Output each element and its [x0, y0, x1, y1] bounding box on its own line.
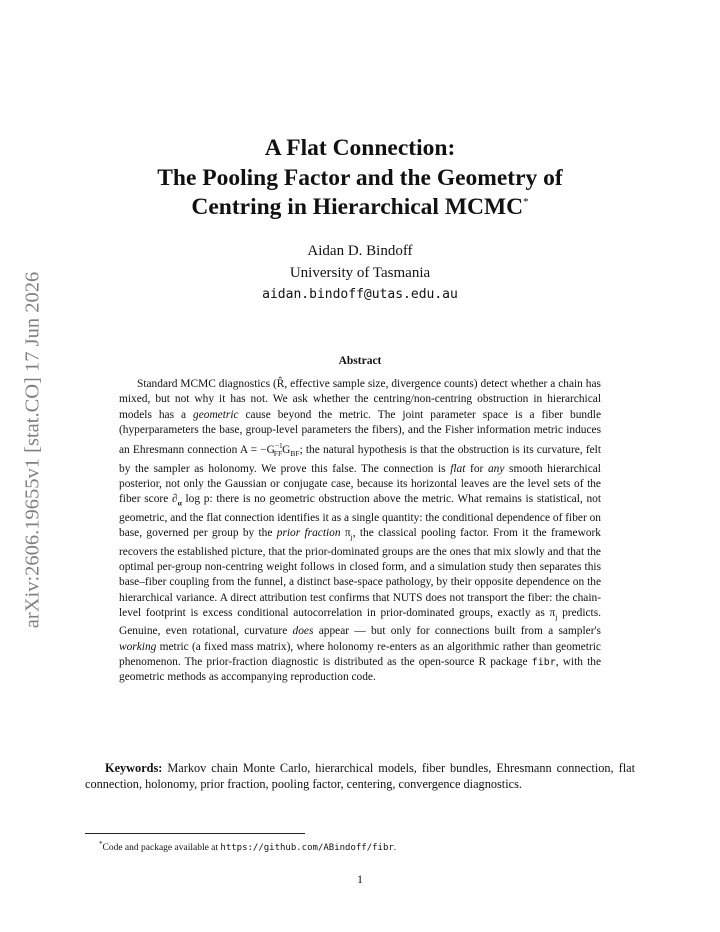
- keywords-text: Markov chain Monte Carlo, hierarchical models, fiber bundles, Ehresmann connection, flat connection, holonomy, prior fraction, pooling factor, centering, convergence diagnostics.: [85, 761, 635, 792]
- abstract-subscript: j: [350, 532, 353, 542]
- abstract-text: smooth hierarchical posterior, not only the Gaussian or conjugate case, because its horizontal leaves are the level sets of the fiber score ∂: [119, 462, 601, 506]
- abstract-heading: Abstract: [338, 355, 382, 367]
- paper-title: [100, 134, 620, 223]
- abstract-emphasis: any: [487, 462, 505, 475]
- abstract-emphasis: prior fraction: [276, 527, 341, 540]
- abstract-emphasis: does: [292, 625, 314, 638]
- title-line-3-text: Centring in Hierarchical MCMC: [191, 194, 524, 220]
- abstract-text: ; the natural hypothesis is that the obstruction is its curvature, felt by the sampler as holonomy. We prove this false. The connection is: [119, 443, 601, 475]
- abstract-text: predicts. Genuine, even rotational, curvature: [119, 606, 602, 638]
- abstract-text: π: [340, 527, 351, 540]
- keywords-label: Keywords:: [105, 761, 163, 775]
- abstract-subscript: FF: [273, 449, 283, 459]
- title-line-2: The Pooling Factor and the Geometry of: [157, 164, 563, 191]
- abstract-subscript: j: [555, 612, 558, 622]
- abstract-text: for: [465, 462, 488, 475]
- abstract-emphasis: working: [119, 640, 157, 653]
- abstract-text: , the classical pooling factor. From it the framework recovers the established picture, that the prior-dominated groups are the ones that mix slowly and that the optimal per-group non-centring weight follows in closed form, and a simulation study then separates this base–fiber coupling from the funnel, a distinct base-space pathology, by their opposite dependence on the hierarchical variance. A direct attribution test confirms that NUTS does not transport the fiber: the chain-level footprint is excess conditional autocorrelation in prior-dominated groups, exactly as π: [119, 527, 602, 619]
- page-number: 1: [357, 872, 363, 886]
- title-footnote-mark: *: [523, 196, 529, 209]
- abstract-text: , with the geometric methods as accompanying reproduction code.: [119, 655, 602, 684]
- abstract-emphasis: geometric: [193, 408, 239, 421]
- abstract-body: [119, 377, 601, 686]
- keywords-block: [85, 760, 635, 793]
- abstract-subscript: BF: [290, 449, 300, 459]
- abstract-emphasis: flat: [450, 462, 466, 475]
- author-affiliation: University of Tasmania: [289, 264, 431, 281]
- author-email: aidan.bindoff@utas.edu.au: [262, 287, 458, 302]
- abstract-superscript: −1: [274, 441, 283, 451]
- abstract-text: cause beyond the metric. The joint parameter space is a fiber bundle (hyperparameters the base, group-level parameters the fibers), and the Fisher information metric induces an Ehresmann connection A = −G: [119, 408, 601, 456]
- title-line-1: A Flat Connection:: [264, 135, 456, 161]
- footnote: [85, 838, 645, 854]
- package-name-code: fibr: [531, 656, 556, 668]
- author-block: [0, 241, 720, 306]
- footnote-end: .: [393, 843, 397, 854]
- arxiv-identifier-stamp: arXiv:2606.19655v1 [stat.CO] 17 Jun 2026: [21, 271, 44, 629]
- footnote-text: Code and package available at: [102, 843, 221, 854]
- abstract-text: G: [282, 443, 291, 456]
- abstract-text: Standard MCMC diagnostics (R̂, effective sample size, divergence counts) detect whether a chain has mixed, but not why it has not. We ask whether the centring/non-centring obstruction in hierarchical models has a: [119, 378, 601, 421]
- abstract-text: metric (a fixed mass matrix), where holonomy re-enters as an algorithmic rather than geometric phenomenon. The prior-fraction diagnostic is distributed as the open-source R package: [119, 640, 601, 668]
- author-name: Aidan D. Bindoff: [307, 243, 413, 259]
- footnote-mark: *: [99, 840, 103, 848]
- abstract-subscript: α: [177, 498, 182, 508]
- footnote-divider: [85, 833, 305, 834]
- abstract-text: appear — but only for connections built from a sampler's: [313, 625, 601, 638]
- title-line-3: [100, 193, 620, 223]
- abstract-text: log p: there is no geometric obstruction above the metric. What remains is statistical, not geometric, and the flat connection identifies it as a single quantity: the conditional dependence of fiber on base, governed per group by the: [119, 493, 601, 540]
- footnote-url-link[interactable]: https://github.com/ABindoff/fibr: [220, 843, 394, 854]
